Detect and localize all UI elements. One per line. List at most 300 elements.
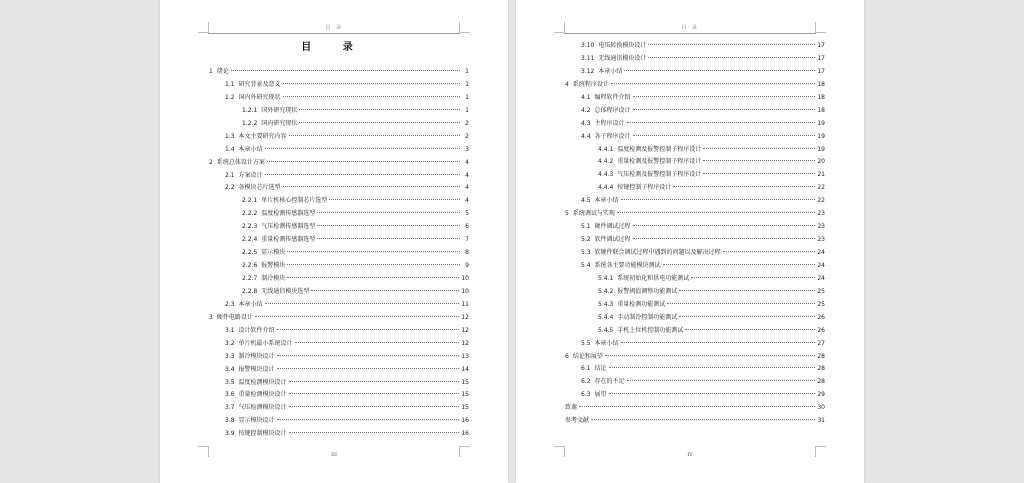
toc-entry-number: 5.4.4: [598, 313, 614, 321]
toc-entry-page: 24: [817, 274, 825, 282]
toc-entry-page: 1: [465, 68, 469, 75]
toc-dot-leader: [723, 251, 816, 252]
toc-entry-title: 本章小结: [594, 197, 619, 205]
toc-entry-page: 24: [817, 249, 825, 256]
toc-entry-number: 2.2.3: [242, 223, 258, 231]
toc-dot-leader: [609, 393, 816, 394]
toc-entry-title: 参考文献: [565, 417, 590, 425]
toc-dot-leader: [621, 342, 816, 343]
toc-dot-leader: [277, 329, 460, 330]
toc-entry-page: 14: [461, 365, 469, 373]
toc-entry-number: 3.10: [581, 42, 595, 49]
toc-entry-page: 4: [465, 171, 469, 179]
toc-entry-number: 3.12: [581, 67, 595, 75]
toc-entry-title: 气压检测模块设计: [238, 404, 287, 412]
toc-dot-leader: [648, 57, 815, 58]
toc-entry-title: 显示模块设计: [238, 417, 275, 425]
toc-entry-number: 6: [565, 352, 569, 360]
toc-entry-title: 单片机最小系统设计: [238, 339, 293, 347]
toc-dot-leader: [673, 186, 815, 187]
toc-entry-title: 研究背景及意义: [238, 80, 281, 88]
toc-entry[interactable]: [209, 144, 469, 157]
toc-entry-number: 3.3: [225, 352, 235, 360]
toc-entry-title: 主程序设计: [594, 119, 625, 127]
toc-entry-title: 气压检测及报警控制子程序设计: [617, 171, 702, 179]
toc-dot-leader: [609, 367, 816, 368]
toc-entry-title: 系统总体设计方案: [216, 158, 265, 166]
toc-dot-leader: [289, 381, 460, 382]
running-header: 目 录: [208, 24, 460, 34]
toc-entry-title: 编程软件介绍: [594, 93, 631, 101]
toc-dot-leader: [703, 160, 815, 161]
toc-entry-number: 1.2.2: [242, 119, 258, 127]
toc-dot-leader: [277, 368, 460, 369]
toc-entry-number: 3: [209, 313, 213, 321]
toc-dot-leader: [633, 135, 816, 136]
toc-entry[interactable]: [209, 260, 469, 273]
toc-entry-page: 20: [817, 158, 825, 166]
toc-entry[interactable]: [209, 312, 469, 325]
toc-entry[interactable]: [209, 351, 469, 364]
toc-entry-page: 25: [817, 300, 825, 308]
running-header: 目 录: [564, 24, 816, 34]
toc-entry[interactable]: [565, 131, 825, 144]
toc-entry-title: 软件调试过程: [594, 236, 631, 244]
toc-entry[interactable]: [565, 260, 825, 273]
toc-entry[interactable]: [209, 105, 469, 118]
toc-entry-page: 16: [461, 430, 469, 438]
toc-dot-leader: [295, 342, 460, 343]
toc-entry[interactable]: [565, 325, 825, 338]
toc-entry[interactable]: [209, 234, 469, 247]
toc-entry-number: 4.4.3: [598, 171, 614, 179]
toc-entry-page: 16: [461, 417, 469, 425]
toc-entry-page: 23: [817, 223, 825, 231]
toc-dot-leader: [627, 380, 816, 381]
toc-entry-page: 31: [817, 417, 825, 425]
toc-entry-page: 18: [817, 80, 825, 88]
toc-entry-title: 重量检测模块设计: [238, 391, 287, 399]
toc-dot-leader: [287, 264, 460, 265]
toc-entry-title: 各模块芯片选型: [238, 184, 281, 192]
toc-entry-page: 29: [817, 391, 825, 399]
toc-entry-title: 软硬件联合调试过程中遇到的问题以及解决过程: [594, 249, 721, 256]
toc-entry[interactable]: [209, 79, 469, 92]
toc-entry-number: 4.3: [581, 119, 591, 127]
toc-entry[interactable]: [209, 92, 469, 105]
toc-entry-title: 国外研究现状: [261, 106, 298, 114]
toc-entry-page: 27: [817, 339, 825, 347]
toc-entry-page: 12: [461, 313, 469, 321]
toc-entry-number: 5.4.5: [598, 326, 614, 334]
toc-entry-title: 本章小结: [238, 145, 263, 153]
toc-entry-number: 4.5: [581, 197, 591, 205]
toc-entry-page: 26: [817, 313, 825, 321]
toc-entry[interactable]: [209, 221, 469, 234]
toc-entry-title: 制冷模块: [261, 275, 286, 282]
toc-entry[interactable]: [565, 182, 825, 195]
crop-mark: [815, 22, 826, 33]
toc-entry[interactable]: [209, 157, 469, 170]
toc-dot-leader: [703, 173, 815, 174]
toc-entry-number: 2.2.2: [242, 210, 258, 218]
toc-entry[interactable]: [565, 53, 825, 66]
toc-dot-leader: [267, 161, 460, 162]
toc-entry-number: 3.6: [225, 391, 235, 399]
toc-dot-leader: [287, 277, 459, 278]
toc-entry[interactable]: [209, 338, 469, 351]
toc-entry[interactable]: [565, 402, 825, 415]
toc-entry[interactable]: [565, 144, 825, 157]
toc-entry[interactable]: [209, 364, 469, 377]
table-of-contents: [209, 66, 469, 441]
toc-entry-page: 18: [817, 106, 825, 114]
toc-entry-page: 6: [465, 223, 469, 231]
toc-dot-leader: [277, 355, 460, 356]
toc-entry[interactable]: [565, 363, 825, 376]
toc-entry-number: 1.3: [225, 132, 235, 140]
toc-entry-page: 9: [465, 262, 469, 270]
toc-entry-number: 5.1: [581, 223, 591, 231]
toc-entry-title: 报警模块: [261, 262, 286, 270]
toc-dot-leader: [289, 406, 460, 407]
toc-entry-page: 1: [465, 106, 469, 114]
toc-entry-title: 重量检测功能测试: [617, 300, 666, 308]
toc-dot-leader: [299, 109, 460, 110]
toc-entry-number: 2.3: [225, 300, 235, 308]
toc-dot-leader: [329, 199, 460, 200]
toc-entry-title: 气压检测传感器选型: [261, 223, 316, 231]
toc-dot-leader: [265, 174, 460, 175]
toc-entry-number: 2.2.8: [242, 287, 258, 295]
toc-entry-number: 4.1: [581, 93, 591, 101]
toc-dot-leader: [667, 303, 815, 304]
table-of-contents: [565, 40, 825, 428]
toc-entry-title: 手动制冷控制功能测试: [617, 313, 678, 321]
toc-entry-title: 展望: [594, 391, 607, 399]
toc-entry[interactable]: [565, 79, 825, 92]
toc-entry[interactable]: [209, 66, 469, 79]
toc-entry-page: 24: [817, 261, 825, 269]
toc-dot-leader: [633, 238, 816, 239]
toc-entry-number: 3.11: [581, 54, 595, 62]
toc-entry[interactable]: [209, 247, 469, 260]
toc-entry[interactable]: [565, 118, 825, 131]
toc-entry-title: 绪论: [216, 68, 229, 75]
toc-entry[interactable]: [565, 40, 825, 53]
toc-entry-page: 3: [465, 145, 469, 153]
toc-dot-leader: [283, 186, 460, 187]
toc-entry-page: 18: [817, 93, 825, 101]
toc-dot-leader: [287, 251, 460, 252]
toc-entry-title: 总体程序设计: [594, 106, 631, 114]
toc-entry[interactable]: [565, 221, 825, 234]
toc-entry-number: 2.2.7: [242, 275, 258, 282]
toc-entry-title: 本章小结: [594, 339, 619, 347]
toc-entry-title: 致谢: [565, 404, 578, 412]
toc-dot-leader: [289, 432, 460, 433]
toc-entry-title: 系统程序设计: [572, 80, 609, 88]
toc-entry-page: 28: [817, 352, 825, 360]
toc-entry-number: 5.4.1: [598, 274, 614, 282]
toc-entry[interactable]: [565, 415, 825, 428]
toc-entry-page: 25: [817, 287, 825, 295]
toc-entry[interactable]: [565, 234, 825, 247]
toc-entry[interactable]: [209, 325, 469, 338]
toc-entry[interactable]: [209, 428, 469, 441]
toc-entry[interactable]: [209, 286, 469, 299]
toc-entry-page: 10: [461, 275, 469, 282]
toc-entry[interactable]: [565, 105, 825, 118]
toc-entry-page: 13: [461, 352, 469, 360]
toc-entry[interactable]: [209, 195, 469, 208]
toc-entry-number: 4.4.1: [598, 145, 614, 153]
toc-entry[interactable]: [565, 92, 825, 105]
toc-entry-page: 17: [817, 67, 825, 75]
toc-entry-title: 国内外研究现状: [238, 93, 281, 101]
toc-entry[interactable]: [209, 299, 469, 312]
toc-entry-title: 结论: [594, 365, 607, 373]
toc-entry-page: 11: [461, 300, 469, 308]
toc-entry-number: 2.2.5: [242, 249, 258, 257]
toc-entry-page: 19: [817, 145, 825, 153]
toc-entry[interactable]: [565, 376, 825, 389]
toc-entry-page: 5: [465, 210, 469, 218]
toc-entry-number: 3.8: [225, 417, 235, 425]
toc-entry-page: 28: [817, 365, 825, 373]
toc-dot-leader: [703, 148, 815, 149]
toc-entry-page: 12: [461, 339, 469, 347]
toc-dot-leader: [579, 406, 815, 407]
toc-dot-leader: [317, 238, 460, 239]
toc-entry-page: 10: [461, 287, 469, 295]
toc-entry[interactable]: [565, 66, 825, 79]
toc-entry-number: 2: [209, 158, 213, 166]
toc-entry-number: 5.5: [581, 339, 591, 347]
toc-entry[interactable]: [209, 273, 469, 286]
toc-entry-page: 22: [817, 197, 825, 205]
toc-entry-number: 2.2.4: [242, 236, 258, 244]
toc-entry-page: 15: [461, 404, 469, 412]
page-number: IV: [687, 452, 693, 458]
toc-entry-page: 2: [465, 119, 469, 127]
toc-entry[interactable]: [209, 402, 469, 415]
document-page-left: [160, 0, 508, 483]
toc-entry-title: 本章小结: [598, 67, 623, 75]
toc-dot-leader: [265, 303, 460, 304]
toc-entry-number: 2.2.1: [242, 197, 258, 205]
toc-entry-number: 1: [209, 68, 213, 75]
toc-entry-title: 按键控制模块设计: [238, 430, 287, 438]
toc-entry-number: 1.2.1: [242, 106, 258, 114]
toc-dot-leader: [611, 83, 816, 84]
toc-entry-title: 硬件电路设计: [216, 313, 253, 321]
toc-entry[interactable]: [565, 351, 825, 364]
toc-entry-number: 5.4: [581, 261, 591, 269]
toc-entry[interactable]: [209, 131, 469, 144]
toc-entry-title: 电压转换模块设计: [598, 42, 647, 49]
toc-entry-title: 手机上位机控制功能测试: [617, 326, 684, 334]
toc-entry-title: 单片机核心控制芯片选型: [261, 197, 328, 205]
toc-entry-page: 17: [817, 54, 825, 62]
toc-entry-title: 温度检测及报警控制子程序设计: [617, 145, 702, 153]
toc-entry-title: 本文主要研究内容: [238, 132, 287, 140]
toc-entry-number: 3.1: [225, 326, 235, 334]
toc-dot-leader: [289, 135, 460, 136]
toc-entry-title: 本章小结: [238, 300, 263, 308]
toc-dot-leader: [663, 264, 816, 265]
toc-entry-page: 12: [461, 326, 469, 334]
toc-entry-title: 硬件调试过程: [594, 223, 631, 231]
toc-entry-number: 4: [565, 80, 569, 88]
toc-entry-title: 结论和展望: [572, 352, 603, 360]
toc-entry[interactable]: [565, 169, 825, 182]
toc-entry-page: 30: [817, 404, 825, 412]
toc-dot-leader: [627, 122, 816, 123]
toc-dot-leader: [633, 96, 816, 97]
toc-entry-number: 3.7: [225, 404, 235, 412]
toc-dot-leader: [691, 277, 815, 278]
toc-dot-leader: [317, 225, 460, 226]
toc-entry-number: 5.4.3: [598, 300, 614, 308]
toc-entry-title: 按键控制子程序设计: [617, 184, 672, 192]
toc-entry-page: 23: [817, 236, 825, 244]
toc-entry-number: 3.9: [225, 430, 235, 438]
toc-entry-page: 1: [465, 80, 469, 88]
toc-entry[interactable]: [565, 338, 825, 351]
toc-entry-page: 15: [461, 391, 469, 399]
crop-mark: [459, 22, 470, 33]
toc-entry-page: 21: [817, 171, 825, 179]
toc-dot-leader: [679, 290, 815, 291]
toc-entry[interactable]: [209, 377, 469, 390]
toc-entry-number: 5: [565, 210, 569, 218]
toc-entry-page: 23: [817, 210, 825, 218]
toc-entry-title: 温度检测传感器选型: [261, 210, 316, 218]
toc-entry[interactable]: [209, 182, 469, 195]
toc-entry[interactable]: [209, 415, 469, 428]
toc-entry-title: 报警阈值调整功能测试: [617, 287, 678, 295]
toc-dot-leader: [265, 148, 460, 149]
toc-entry-title: 系统初始化和供电功能测试: [617, 274, 690, 282]
toc-entry-title: 系统各主要功能模块测试: [594, 261, 661, 269]
toc-entry-number: 6.1: [581, 365, 591, 373]
toc-entry[interactable]: [565, 156, 825, 169]
toc-entry-page: 15: [461, 378, 469, 386]
toc-entry-page: 22: [817, 184, 825, 192]
toc-dot-leader: [633, 225, 816, 226]
toc-dot-leader: [277, 419, 460, 420]
toc-entry[interactable]: [209, 208, 469, 221]
toc-entry-number: 5.2: [581, 236, 591, 244]
toc-entry-page: 4: [465, 158, 469, 166]
toc-entry-title: 设计软件介绍: [238, 326, 275, 334]
toc-entry-title: 方案设计: [238, 171, 263, 179]
toc-entry[interactable]: [565, 299, 825, 312]
toc-dot-leader: [231, 70, 460, 71]
toc-dot-leader: [633, 109, 816, 110]
toc-entry[interactable]: [565, 389, 825, 402]
toc-entry-number: 6.2: [581, 378, 591, 386]
toc-dot-leader: [289, 393, 460, 394]
toc-entry-number: 2.2: [225, 184, 235, 192]
toc-dot-leader: [624, 70, 815, 71]
toc-entry-title: 系统调试与实现: [572, 210, 615, 218]
toc-entry[interactable]: [565, 195, 825, 208]
toc-entry-page: 8: [465, 249, 469, 257]
toc-entry-number: 5.4.2: [598, 287, 614, 295]
toc-entry-title: 重量检测传感器选型: [261, 236, 316, 244]
toc-dot-leader: [317, 212, 460, 213]
toc-dot-leader: [679, 316, 815, 317]
toc-entry-title: 温度检测模块设计: [238, 378, 287, 386]
toc-dot-leader: [621, 199, 816, 200]
toc-entry-number: 1.4: [225, 145, 235, 153]
toc-entry-title: 制冷模块设计: [238, 352, 275, 360]
toc-entry-page: 19: [817, 132, 825, 140]
toc-dot-leader: [648, 44, 815, 45]
toc-dot-leader: [685, 329, 815, 330]
toc-entry-title: 重量检测及报警控制子程序设计: [617, 158, 702, 166]
toc-entry-page: 28: [817, 378, 825, 386]
toc-entry[interactable]: [565, 247, 825, 260]
toc-entry-title: 无线通信模块选型: [261, 287, 310, 295]
toc-entry-page: 1: [465, 93, 469, 101]
toc-entry-number: 2.2.6: [242, 262, 258, 270]
toc-entry-page: 26: [817, 326, 825, 334]
toc-entry[interactable]: [209, 170, 469, 183]
toc-entry-page: 7: [465, 236, 469, 244]
toc-entry-title: 国内研究现状: [261, 119, 298, 127]
toc-entry[interactable]: [565, 312, 825, 325]
toc-dot-leader: [283, 96, 460, 97]
page-number: III: [331, 452, 337, 458]
toc-entry-page: 17: [817, 42, 825, 49]
toc-entry-page: 19: [817, 119, 825, 127]
toc-entry-number: 1.1: [225, 80, 235, 88]
toc-entry[interactable]: [209, 389, 469, 402]
toc-dot-leader: [311, 290, 459, 291]
toc-entry-number: 4.4: [581, 132, 591, 140]
toc-entry[interactable]: [565, 286, 825, 299]
toc-entry-number: 6.3: [581, 391, 591, 399]
toc-entry-number: 5.3: [581, 249, 591, 256]
toc-entry[interactable]: [565, 273, 825, 286]
toc-entry[interactable]: [565, 208, 825, 221]
toc-entry-page: 4: [465, 184, 469, 192]
toc-entry-number: 3.5: [225, 378, 235, 386]
toc-dot-leader: [255, 316, 460, 317]
toc-entry-number: 4.2: [581, 106, 591, 114]
toc-dot-leader: [283, 83, 460, 84]
toc-dot-leader: [591, 419, 815, 420]
toc-dot-leader: [617, 212, 816, 213]
toc-entry-title: 各子程序设计: [594, 132, 631, 140]
toc-entry-number: 2.1: [225, 171, 235, 179]
toc-entry-title: 显示模块: [261, 249, 286, 257]
toc-entry-number: 1.2: [225, 93, 235, 101]
toc-entry-number: 3.2: [225, 339, 235, 347]
toc-entry-title: 存在的不足: [594, 378, 625, 386]
toc-entry-title: 报警模块设计: [238, 365, 275, 373]
page-title: 目 录: [301, 42, 367, 53]
toc-entry-title: 无线通讯模块设计: [598, 54, 647, 62]
toc-entry-page: 2: [465, 132, 469, 140]
toc-entry-number: 4.4.4: [598, 184, 614, 192]
toc-dot-leader: [605, 355, 816, 356]
toc-entry[interactable]: [209, 118, 469, 131]
toc-entry-page: 4: [465, 197, 469, 205]
